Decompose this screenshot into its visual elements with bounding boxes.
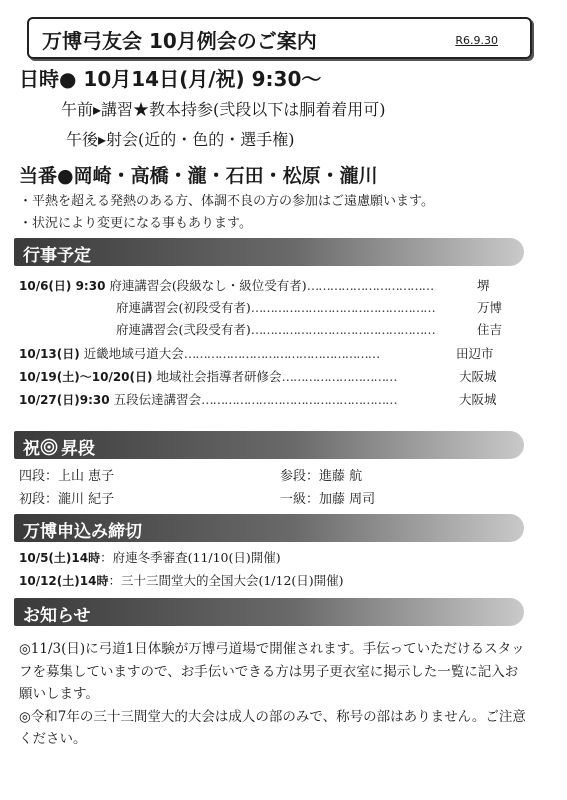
schedule-event: 近畿地域弓道大会 <box>83 346 184 361</box>
section-header-schedule <box>14 238 524 266</box>
schedule-date: 10/13(日) <box>19 347 80 361</box>
leader-dots: ………………………………………… <box>250 322 435 337</box>
leader-dots: …………………………………………… <box>201 392 397 407</box>
issue-date: R6.9.30 <box>455 34 498 47</box>
schedule-item <box>19 276 529 294</box>
promotion-entry <box>280 465 362 484</box>
promotion-name: 瀧川 紀子 <box>58 492 115 507</box>
promotion-rank: 参段： <box>280 469 320 484</box>
section-title-schedule: 行事予定 <box>23 246 91 266</box>
section-title-deadline: 万博申込み締切 <box>23 522 142 542</box>
afternoon-program: 午後▸射会(近的・色的・選手権) <box>66 130 295 149</box>
schedule-event: 五段伝達講習会 <box>113 392 202 407</box>
schedule-item <box>116 298 536 316</box>
deadline-date: 10/12(土)14時 <box>19 574 109 588</box>
promotion-entry <box>280 488 375 507</box>
promotion-name: 進藤 航 <box>319 469 363 484</box>
promotion-name: 加藤 周司 <box>319 492 376 507</box>
leader-dots: …………………………… <box>306 278 434 293</box>
deadline-item <box>19 548 281 566</box>
morning-program: 午前▸講習★教本持参(弐段以下は胴着着用可) <box>61 100 386 119</box>
note-change: ・状況により変更になる事もあります。 <box>19 216 252 231</box>
promotion-entry <box>19 488 114 507</box>
schedule-place: 万博 <box>477 300 503 315</box>
deadline-item <box>19 571 344 589</box>
schedule-event: 地域社会指導者研修会 <box>156 369 282 384</box>
schedule-event: 府連講習会(弐段受有者) <box>116 322 251 337</box>
promotion-rank: 四段： <box>19 469 59 484</box>
section-title-promotion: 昇段 <box>61 439 95 459</box>
notice-body <box>19 638 527 751</box>
leader-dots: …………………………………………… <box>183 346 380 361</box>
schedule-place: 住吉 <box>477 322 503 337</box>
leader-dots: ………………………… <box>281 369 397 384</box>
schedule-date: 10/19(土)〜10/20(日) <box>19 370 153 384</box>
schedule-place: 大阪城 <box>459 369 497 384</box>
event-datetime: 日時● 10月14日(月/祝) 9:30〜 <box>19 67 322 91</box>
schedule-place: 堺 <box>477 278 490 293</box>
promotion-rank: 初段： <box>19 492 59 507</box>
notice-paragraph: ◎令和7年の三十三間堂大的大会は成人の部のみで、称号の部はありません。ご注意ください。 <box>19 708 526 747</box>
section-header-deadline <box>14 514 524 542</box>
schedule-date: 10/27(日)9:30 <box>19 393 110 407</box>
schedule-place: 田辺市 <box>456 346 494 361</box>
section-header-notice <box>14 598 524 626</box>
promotion-entry <box>19 465 114 484</box>
schedule-event: 府連講習会(段級なし・級位受有者) <box>109 278 307 293</box>
title-box <box>27 17 532 59</box>
deadline-text: ：三十三間堂大的全国大会(1/12(日)開催) <box>108 573 344 588</box>
schedule-item <box>19 390 529 408</box>
schedule-item <box>116 320 536 338</box>
promotion-name: 上山 恵子 <box>58 469 115 484</box>
duty-members: 当番●岡崎・高橋・瀧・石田・松原・瀧川 <box>19 165 378 187</box>
notice-paragraph: ◎11/3(日)に弓道1日体験が万博弓道場で開催されます。手伝っていただけるスタッフを募集していますので、お手伝いできる方は男子更衣室に掲示した一覧に記入お願いします。 <box>19 641 525 702</box>
page-title: 万博弓友会 10月例会のご案内 <box>42 29 317 53</box>
schedule-place: 大阪城 <box>459 392 497 407</box>
target-icon <box>40 438 58 456</box>
deadline-date: 10/5(土)14時 <box>19 551 101 565</box>
schedule-date: 10/6(日) 9:30 <box>19 279 106 293</box>
schedule-item <box>19 367 529 385</box>
promotion-rank: 一級： <box>280 492 320 507</box>
section-title-notice: お知らせ <box>23 606 91 626</box>
schedule-item <box>19 344 529 362</box>
deadline-text: ：府連冬季審査(11/10(日)開催) <box>100 550 281 565</box>
note-fever: ・平熱を超える発熱のある方、体調不良の方の参加はご遠慮願います。 <box>19 194 434 209</box>
schedule-event: 府連講習会(初段受有者) <box>116 300 251 315</box>
section-header-promotion <box>14 431 524 459</box>
section-title-celebrate: 祝 <box>23 439 40 459</box>
leader-dots: ………………………………………… <box>250 300 435 315</box>
